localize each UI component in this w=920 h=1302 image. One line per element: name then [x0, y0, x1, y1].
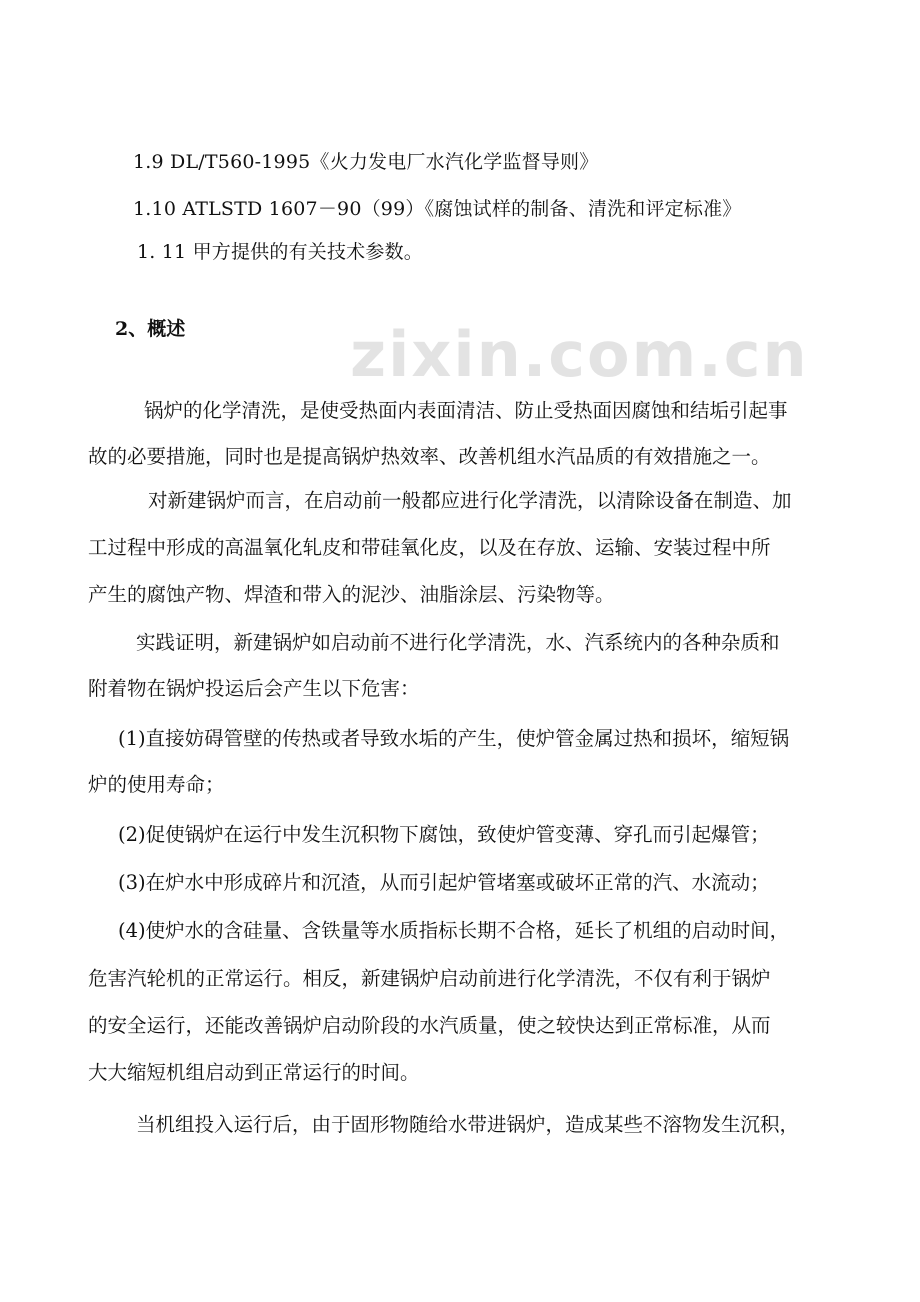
paragraph-line: 对新建锅炉而言，在启动前一般都应进行化学清洗，以清除设备在制造、加 [148, 489, 792, 512]
list-item-line: (1)直接妨碍管壁的传热或者导致水垢的产生，使炉管金属过热和损坏，缩短锅 [118, 727, 790, 750]
reference-1-9: 1.9 DL/T560-1995《火力发电厂水汽化学监督导则》 [133, 151, 599, 173]
list-item-line: (3)在炉水中形成碎片和沉渣，从而引起炉管堵塞或破坏正常的汽、水流动； [118, 871, 770, 894]
watermark: zixin.com.cn [350, 318, 809, 391]
paragraph-line: 故的必要措施，同时也是提高锅炉热效率、改善机组水汽品质的有效措施之一。 [88, 445, 771, 468]
list-item-line: 大大缩短机组启动到正常运行的时间。 [88, 1061, 420, 1084]
list-item-line: (4)使炉水的含硅量、含铁量等水质指标长期不合格，延长了机组的启动时间， [118, 919, 790, 942]
paragraph-line: 当机组投入运行后，由于固形物随给水带进锅炉，造成某些不溶物发生沉积， [136, 1113, 800, 1136]
reference-1-11: 1. 11 甲方提供的有关技术参数。 [137, 241, 423, 263]
paragraph-line: 工过程中形成的高温氧化轧皮和带硅氧化皮，以及在存放、运输、安装过程中所 [88, 536, 771, 559]
paragraph-line: 附着物在锅炉投运后会产生以下危害： [88, 677, 420, 700]
paragraph-line: 产生的腐蚀产物、焊渣和带入的泥沙、油脂涂层、污染物等。 [88, 583, 615, 606]
reference-1-10: 1.10 ATLSTD 1607－90（99）《腐蚀试样的制备、清洗和评定标准》 [133, 198, 742, 220]
paragraph-line: 锅炉的化学清洗，是使受热面内表面清洁、防止受热面因腐蚀和结垢引起事 [144, 399, 788, 422]
paragraph-line: 实践证明，新建锅炉如启动前不进行化学清洗，水、汽系统内的各种杂质和 [136, 631, 780, 654]
list-item-line: 的安全运行，还能改善锅炉启动阶段的水汽质量，使之较快达到正常标准，从而 [88, 1014, 771, 1037]
list-item-line: 危害汽轮机的正常运行。相反，新建锅炉启动前进行化学清洗，不仅有利于锅炉 [88, 967, 771, 990]
list-item-line: (2)促使锅炉在运行中发生沉积物下腐蚀，致使炉管变薄、穿孔而引起爆管； [118, 823, 770, 846]
list-item-line: 炉的使用寿命； [88, 773, 225, 796]
section-heading: 2、概述 [115, 318, 186, 340]
